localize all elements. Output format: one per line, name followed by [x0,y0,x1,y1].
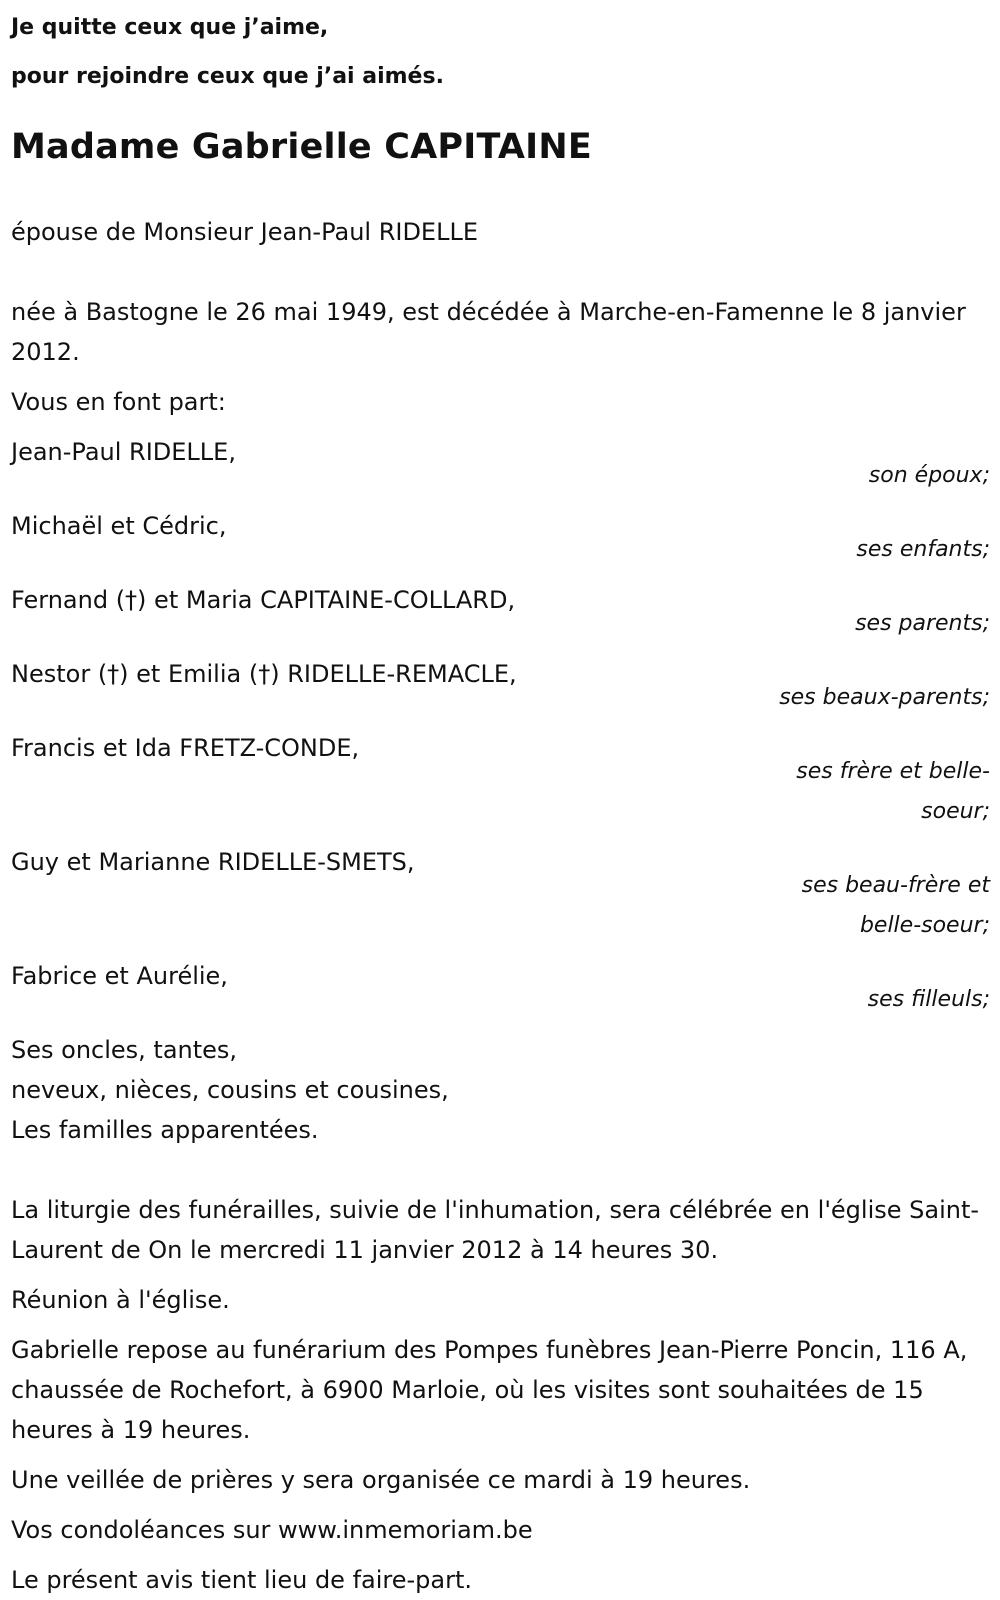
relative-role: ses beau-frère et belle-soeur; [801,873,990,938]
relative-entry [11,842,990,946]
relative-role: ses frère et belle-soeur; [796,759,990,824]
relative-entry [11,728,990,832]
relative-names: Francis et Ida FRETZ-CONDE, [11,734,360,762]
relative-names: Michaël et Cédric, [11,512,227,540]
relative-names: Guy et Marianne RIDELLE-SMETS, [11,848,415,876]
relative-entry [11,580,990,644]
relative-role: ses filleuls; [867,987,990,1012]
liturgy-paragraph: La liturgie des funérailles, suivie de l'inhumation, sera célébrée en l'église Saint-Laurent de On le mercredi 11 janvier 2012 à 14 heures 30. [11,1196,980,1264]
relative-entry [11,432,990,496]
relative-entry [11,506,990,570]
relative-entry [11,956,990,1020]
announce-intro: Vous en font part: [11,388,226,416]
spouse-line: épouse de Monsieur Jean-Paul RIDELLE [11,218,479,246]
birth-death-line: née à Bastogne le 26 mai 1949, est décédée à Marche-en-Famenne le 8 janvier 2012. [11,298,966,366]
relative-role: ses parents; [855,611,990,636]
notice-line: Le présent avis tient lieu de faire-part. [11,1566,473,1594]
reunion-line: Réunion à l'église. [11,1286,230,1314]
relative-role: son époux; [868,463,990,488]
funerarium-paragraph: Gabrielle repose au funérarium des Pompes funèbres Jean-Pierre Poncin, 116 A, chaussée de Rochefort, à 6900 Marloie, où les visites sont souhaitées de 15 heures à 19 heures. [11,1336,968,1444]
epigraph-line-2: pour rejoindre ceux que j’ai aimés. [11,64,444,89]
relative-entry [11,654,990,718]
deceased-name: Madame Gabrielle CAPITAINE [11,127,592,167]
relative-names: Fabrice et Aurélie, [11,962,228,990]
family-line-3: Les familles apparentées. [11,1116,319,1144]
relative-role: ses beaux-parents; [779,685,990,710]
relative-names: Jean-Paul RIDELLE, [11,438,236,466]
relative-names: Nestor (†) et Emilia (†) RIDELLE-REMACLE, [11,660,517,688]
relative-names: Fernand (†) et Maria CAPITAINE-COLLARD, [11,586,516,614]
vigil-line: Une veillée de prières y sera organisée ce mardi à 19 heures. [11,1466,751,1494]
epigraph-line-1: Je quitte ceux que j’aime, [11,15,329,40]
condolences-line: Vos condoléances sur www.inmemoriam.be [11,1516,533,1544]
family-line-1: Ses oncles, tantes, [11,1036,238,1064]
family-line-2: neveux, nièces, cousins et cousines, [11,1076,449,1104]
relative-role: ses enfants; [856,537,990,562]
extended-family [11,1030,990,1150]
